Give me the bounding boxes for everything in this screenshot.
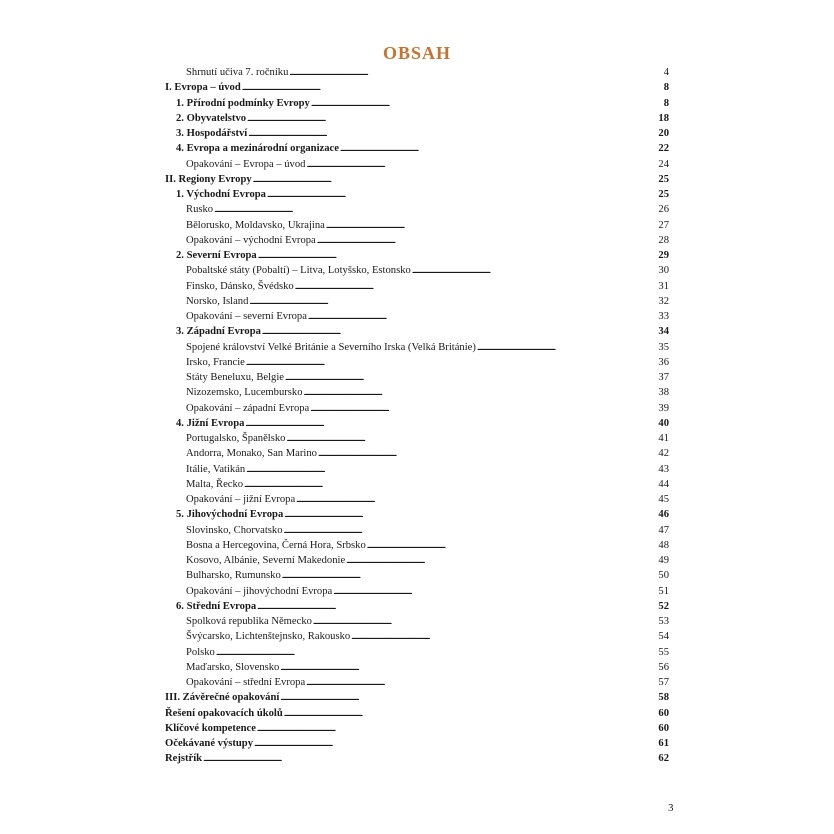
dot-leader [304,385,658,400]
toc-entry-title: Malta, Řecko [186,478,244,490]
toc-entry[interactable] [165,187,669,202]
toc-entry-page: 25 [658,173,669,185]
toc-entry[interactable] [165,111,669,126]
dot-leader [346,553,657,568]
toc-entry[interactable] [165,401,669,416]
dot-leader [258,248,658,263]
toc-entry-title: Andorra, Monako, San Marino [186,448,317,460]
toc-entry[interactable] [165,141,669,156]
toc-entry-page: 60 [658,722,669,734]
toc-entry[interactable] [165,553,669,568]
dot-leader [262,324,658,339]
dot-leader [412,263,658,278]
toc-entry[interactable] [165,263,669,278]
toc-entry[interactable] [165,324,669,339]
toc-entry-title: Nizozemsko, Lucembursko [186,387,303,399]
toc-entry[interactable] [165,507,669,522]
toc-entry-title: Opakování – střední Evropa [186,677,306,688]
dot-leader [284,706,658,721]
dot-leader [253,172,658,187]
toc-entry[interactable] [165,126,669,141]
toc-entry-page: 8 [663,97,669,109]
toc-entry[interactable] [165,492,669,507]
toc-entry[interactable] [165,706,669,721]
toc-entry-title: 4. Evropa a mezinárodní organizace [176,143,339,155]
page-title: OBSAH [382,43,452,63]
toc-entry[interactable] [165,599,669,614]
dot-leader [311,96,663,111]
toc-entry[interactable] [165,202,669,217]
dot-leader [280,690,657,705]
toc-entry-title: Opakování – východní Evropa [186,234,316,246]
dot-leader [282,568,658,583]
dot-leader [284,523,658,538]
toc-entry[interactable] [165,233,669,248]
toc-entry-page: 31 [658,280,669,292]
toc-entry[interactable] [165,416,669,431]
dot-leader [306,675,657,690]
toc-entry[interactable] [165,645,669,660]
dot-leader [295,279,658,294]
toc-entry[interactable] [165,80,669,95]
toc-entry-page: 38 [658,387,669,399]
dot-leader [280,660,657,675]
toc-entry[interactable] [165,370,669,385]
toc-entry[interactable] [165,584,669,599]
toc-entry-page: 32 [658,295,669,307]
dot-leader [318,446,657,461]
toc-entry-page: 34 [658,326,669,338]
dot-leader [477,340,658,355]
toc-entry[interactable] [165,172,669,187]
toc-entry-page: 56 [658,661,669,673]
dot-leader [284,507,657,522]
dot-leader [308,309,657,324]
toc-entry[interactable] [165,538,669,553]
toc-entry[interactable] [165,446,669,461]
dot-leader [285,370,657,385]
toc-entry-page: 43 [658,463,669,475]
toc-entry-page: 61 [658,738,669,749]
toc-entry-title: Itálie, Vatikán [186,463,246,475]
toc-entry-page: 26 [658,204,669,216]
toc-entry-page: 39 [658,402,669,414]
dot-leader [310,401,657,416]
toc-entry-page: 54 [658,631,669,643]
dot-leader [248,126,657,141]
dot-leader [257,599,657,614]
toc-entry[interactable] [165,462,669,477]
dot-leader [317,233,658,248]
dot-leader [244,477,657,492]
toc-entry-title: Finsko, Dánsko, Švédsko [186,280,294,292]
toc-entry-page: 40 [658,417,669,429]
toc-entry-page: 50 [658,570,669,582]
dot-leader [246,462,657,477]
dot-leader [367,538,658,553]
toc-entry[interactable] [165,477,669,492]
toc-entry-page: 33 [658,311,669,322]
toc-entry-page: 25 [658,189,669,200]
toc-entry[interactable] [165,218,669,233]
toc-entry-page: 49 [658,555,669,566]
dot-leader [296,492,657,507]
toc-entry-page: 18 [658,112,669,124]
toc-entry[interactable] [165,721,669,736]
toc-entry[interactable] [165,523,669,538]
toc-entry[interactable] [165,660,669,675]
toc-entry-title: Řešení opakovacích úkolů [165,707,283,719]
dot-leader [247,111,657,126]
toc-entry-title: Opakování – jihovýchodní Evropa [186,585,333,597]
toc-entry[interactable] [165,568,669,583]
dot-leader [326,218,658,233]
toc-entry-page: 55 [658,646,669,658]
toc-entry[interactable] [165,96,669,111]
dot-leader [289,65,662,80]
toc-entry-page: 24 [658,158,669,170]
toc-entry-page: 52 [658,600,669,612]
toc-entry-page: 45 [658,494,669,505]
dot-leader [286,431,657,446]
toc-entry-title: 4. Jižní Evropa [176,417,245,429]
dot-leader [245,416,657,431]
toc-entry-page: 4 [663,67,669,78]
toc-entry-title: I. Evropa – úvod [165,82,241,94]
dot-leader [333,584,657,599]
toc-entry[interactable] [165,157,669,172]
toc-entry-title: Bulharsko, Rumunsko [186,570,281,582]
dot-leader [242,80,663,95]
toc-entry-page: 41 [658,433,669,444]
toc-entry[interactable] [165,279,669,294]
toc-entry-page: 30 [658,265,669,277]
toc-entry-title: Spojené království Velké Británie a Severního Irska (Velká Británie) [186,341,476,353]
dot-leader [306,157,657,172]
toc-entry-page: 37 [658,372,669,383]
toc-entry-title: 3. Hospodářství [176,128,248,139]
toc-entry-title: Opakování – Evropa – úvod [186,158,306,170]
dot-leader [313,614,657,629]
dot-leader [249,294,657,309]
dot-leader [340,141,657,156]
page-number: 3 [668,802,674,814]
toc-entry-title: Norsko, Island [186,295,249,307]
toc-entry-title: Polsko [186,646,215,658]
toc-entry-title: II. Regiony Evropy [165,173,252,185]
toc-entry-title: Shrnutí učiva 7. ročníku [186,67,289,78]
toc-entry-title: Spolková republika Německo [186,616,312,627]
toc-entry-title: Bosna a Hercegovina, Černá Hora, Srbsko [186,539,366,551]
toc-entry-page: 60 [658,707,669,719]
toc-entry-title: Opakování – severní Evropa [186,311,307,322]
toc-entry-title: 2. Severní Evropa [176,250,257,261]
toc-entry[interactable] [165,751,669,766]
toc-entry-page: 44 [658,478,669,490]
toc-entry-title: Švýcarsko, Lichtenštejnsko, Rakousko [186,631,351,643]
toc-entry[interactable] [165,248,669,263]
toc-entry[interactable] [165,355,669,370]
toc-entry[interactable] [165,431,669,446]
toc-entry-title: 1. Přírodní podmínky Evropy [176,97,310,109]
table-of-contents [165,65,669,767]
toc-entry-title: III. Závěrečné opakování [165,692,280,704]
toc-entry-page: 48 [658,539,669,551]
toc-entry-title: 2. Obyvatelstvo [176,112,247,124]
toc-entry[interactable] [165,690,669,705]
toc-entry-page: 57 [658,677,669,688]
toc-entry-title: Kosovo, Albánie, Severní Makedonie [186,555,346,566]
toc-entry-title: Slovinsko, Chorvatsko [186,524,283,536]
toc-entry-page: 46 [658,509,669,521]
toc-entry[interactable] [165,65,669,80]
toc-entry-title: Opakování – jižní Evropa [186,494,296,505]
toc-entry-title: Maďarsko, Slovensko [186,661,280,673]
dot-leader [246,355,658,370]
toc-entry[interactable] [165,675,669,690]
toc-entry-title: Očekávané výstupy [165,738,253,749]
dot-leader [214,202,657,217]
toc-entry-title: Irsko, Francie [186,356,245,368]
toc-entry-page: 29 [658,250,669,261]
toc-entry-title: 1. Východní Evropa [176,189,266,200]
toc-entry-title: Rejstřík [165,753,203,765]
toc-entry-title: Opakování – západní Evropa [186,402,310,414]
dot-leader [351,629,657,644]
dot-leader [257,721,658,736]
toc-entry[interactable] [165,736,669,751]
toc-entry-page: 47 [658,524,669,536]
toc-entry-title: Portugalsko, Španělsko [186,433,286,444]
toc-entry[interactable] [165,385,669,400]
dot-leader [216,645,658,660]
toc-entry-page: 8 [663,82,669,94]
toc-entry[interactable] [165,614,669,629]
toc-entry-title: Pobaltské státy (Pobaltí) – Litva, Lotyšsko, Estonsko [186,265,411,277]
toc-entry-page: 35 [658,341,669,353]
toc-entry-title: Klíčové kompetence [165,722,256,734]
toc-entry-page: 53 [658,616,669,627]
toc-entry-page: 58 [658,692,669,704]
dot-leader [267,187,657,202]
toc-entry-title: Bělorusko, Moldavsko, Ukrajina [186,219,325,231]
dot-leader [203,751,657,766]
toc-entry-title: 3. Západní Evropa [176,326,261,338]
toc-entry-page: 62 [658,753,669,765]
toc-entry-page: 22 [658,143,669,155]
toc-entry-title: Rusko [186,204,214,216]
toc-entry-title: Státy Beneluxu, Belgie [186,372,284,383]
toc-entry-page: 42 [658,448,669,460]
toc-entry-page: 20 [658,128,669,139]
dot-leader [254,736,657,751]
toc-entry-page: 28 [658,234,669,246]
toc-entry[interactable] [165,309,669,324]
toc-entry[interactable] [165,629,669,644]
toc-entry-page: 27 [658,219,669,231]
toc-entry[interactable] [165,340,669,355]
toc-entry-page: 51 [658,585,669,597]
toc-entry-page: 36 [658,356,669,368]
toc-entry-title: 6. Střední Evropa [176,600,257,612]
toc-entry-title: 5. Jihovýchodní Evropa [176,509,284,521]
toc-entry[interactable] [165,294,669,309]
